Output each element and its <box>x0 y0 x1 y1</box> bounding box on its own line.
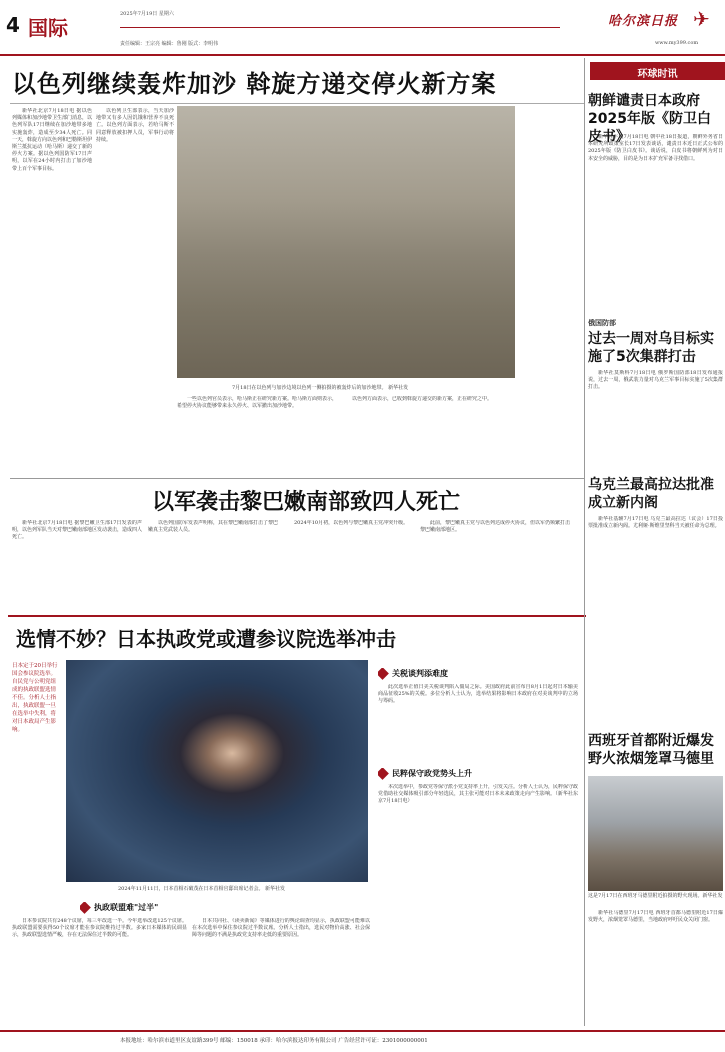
article3-sub1-text2 <box>192 918 370 1026</box>
article1-text: 以色列方面表示，已收到斡旋方递交的新方案，正在研究之中。 <box>352 396 493 402</box>
sidebar-item2-kicker: 俄国防部 <box>588 319 616 327</box>
article1-photo <box>177 106 515 378</box>
header-divider <box>0 54 725 56</box>
article1-headline: 以色列继续轰炸加沙 斡旋方递交停火新方案 <box>12 70 497 98</box>
article2-headline: 以军袭击黎巴嫩南部致四人死亡 <box>151 490 460 515</box>
section-title: 国际 <box>28 16 68 40</box>
article1-col1 <box>12 108 92 478</box>
issue-date: 2025年7月19日 星期六 <box>120 11 174 17</box>
sidebar-item1-headline: 朝鲜谴责日本政府2025年版《防卫白皮书》 <box>588 93 711 145</box>
website-url: www.my399.com <box>655 40 699 46</box>
article3-photo-caption: 2024年11月11日，日本首相石破茂在日本首相官邸出席记者会。 新华社发 <box>118 886 286 892</box>
sidebar-header: 环球时讯 <box>637 69 678 80</box>
subhead-text: 民粹保守政党势头上升 <box>392 769 472 778</box>
diamond-icon <box>378 768 389 780</box>
logo-mark-icon: ✈ <box>693 7 710 31</box>
article3-intro: 日本定于20日举行国会参议院选举。自民党与公明党组成的执政联盟选情不佳。分析人士指出，执政联盟一旦在选举中失利，将对日本政局产生影响。 <box>12 663 58 733</box>
article1-text: 新华社北京7月18日电 据以色列媒体和加沙地带卫生部门消息，以色列军队17日继续在加沙地带多地实施轰炸，造成至少34人死亡。同一天，斡旋方向以色列和巴勒斯坦伊斯兰抵抗运动（哈马斯）递交了新的停火方案。据以色列国防军17日声明，以军在24小时内打击了加沙地带上百个军事目标。 <box>12 108 92 172</box>
sidebar-item2-body <box>588 370 723 465</box>
article3-sub2-text <box>378 684 578 759</box>
article1-text: 以色列卫生部表示，当天加沙地带又有多人因饥饿和营养不良死亡。以色列方面表示，若哈马斯不同意释放被扣押人员，军事行动将持续。 <box>96 108 174 143</box>
article1-photo-caption: 7月18日在以色列与加沙边境以色列一侧拍摄的被轰炸后的加沙地带。 新华社发 <box>232 385 409 391</box>
article2-col4 <box>420 520 570 610</box>
article2-col1 <box>12 520 142 610</box>
article2-text: 2024年10月初，以色列与黎巴嫩真主党冲突升级。 <box>294 520 409 526</box>
article3-text: 日本共同社、《读卖新闻》等媒体进行的舆论调查均显示，执政联盟可能难以在本次选举中保住参议院过半数议席。分析人士指出，选民对物价高涨、社会保障等问题的不满是执政党支持率走低的重要原因。 <box>192 918 370 939</box>
sidebar-item2-headline: 过去一周对乌目标实施了5次集群打击 <box>588 331 714 365</box>
article3-sub1-text <box>12 918 187 1026</box>
newspaper-logo: 哈尔滨日报 <box>608 14 679 29</box>
article1-col4 <box>342 396 512 476</box>
sidebar-item1-body <box>588 134 723 309</box>
footer-text: 本报地址：哈尔滨市道里区友谊路399号 邮编：150018 承印：哈尔滨报达印务有限公司 广告经营许可证：2301000000001 <box>120 1038 428 1044</box>
article3-rule <box>8 615 586 617</box>
article3-text: 日本参议院共有248个议席，每三年改选一半。今年选举改选125个议席。执政联盟需要获得50个议席才能在参议院维持过半数。多家日本媒体的民调显示，执政联盟选情严峻，存在无法保住过半数的可能。 <box>12 918 187 939</box>
article1-text: 一些以色列官员表示，哈马斯正在研究新方案。哈马斯方面则表示，希望停火协议能够带来永久停火、以军撤出加沙地带。 <box>177 396 337 410</box>
article2-text: 以色列国防军发表声明称，其在黎巴嫩南部打击了黎巴嫩真主党武装人员。 <box>148 520 278 534</box>
diamond-icon <box>80 902 91 914</box>
page-number: 4 <box>6 13 20 37</box>
subhead-populism <box>378 768 578 781</box>
sidebar-item4-headline: 西班牙首都附近爆发野火浓烟笼罩马德里 <box>588 733 714 767</box>
sidebar-text: 新华社莫斯科7月18日电 俄罗斯国防部18日发布通报说，过去一周，俄武装力量对乌克兰军事目标实施了5次集群打击。 <box>588 370 723 391</box>
sidebar-text: 新华社基辅7月17日电 乌克兰最高拉达（议会）17日投票批准成立新内阁。尤利娅·斯维里坚科当天被任命为总理。 <box>588 516 723 530</box>
article2-text: 此前，黎巴嫩真主党与以色列达成停火协议，但以军仍频繁打击黎巴嫩南部地区。 <box>420 520 570 534</box>
article2-rule <box>10 478 585 479</box>
article2-col2 <box>148 520 278 610</box>
subhead-tariff <box>378 668 578 681</box>
sidebar-item3-headline: 乌克兰最高拉达批准成立新内阁 <box>588 477 714 511</box>
sidebar-item3-body <box>588 516 723 721</box>
article3-text: 本次选举中，参政党等保守派小党支持率上升，引发关注。分析人士认为，民粹保守政党借助社交媒体吸引部分年轻选民，其主张可能对日本未来政策走向产生影响。（新华社东京7月18日电） <box>378 784 578 805</box>
subhead-text: 执政联盟难"过半" <box>94 903 159 912</box>
sidebar-text: 新华社平壤7月18日电 朝中社18日报道，朝鲜外务省日本研究所政策室长17日发表谈话，谴责日本近日正式公布的2025年版《防卫白皮书》。谈话说，白皮书将朝鲜列为对日本安全的威胁，目的是为日本扩充军备寻找借口。 <box>588 134 723 162</box>
sidebar-text: 新华社马德里7月17日电 西班牙首都马德里附近17日爆发野火，浓烟笼罩马德里，当地政府呼吁民众关闭门窗。 <box>588 910 723 924</box>
article3-photo <box>66 660 368 882</box>
diamond-icon <box>378 668 389 680</box>
article3-text: 此次选举正值日美关税谈判陷入僵局之际。美国政府此前宣布自8月1日起对日本输美商品征收25%的关税。多位分析人士认为，选举结果将影响日本政府在对美谈判中的立场与筹码。 <box>378 684 578 705</box>
sidebar-item4-photo <box>588 776 723 891</box>
article2-text: 新华社北京7月18日电 据黎巴嫩卫生部17日发表的声明，以色列军队当天对黎巴嫩南部地区发动袭击，造成四人死亡。 <box>12 520 142 541</box>
article3-sub3-text <box>378 784 578 1024</box>
article2-col3 <box>284 520 414 610</box>
sidebar-item4-photo-caption: 这是7月17日在西班牙马德里附近拍摄的野火现场。新华社发 <box>588 893 723 899</box>
header-rule <box>120 27 560 28</box>
subhead-text: 关税谈判添难度 <box>392 669 448 678</box>
sidebar-divider <box>584 58 585 1026</box>
sidebar-item4-body <box>588 910 723 1025</box>
article3-headline: 选情不妙？日本执政党或遭参议院选举冲击 <box>16 627 396 651</box>
subhead-coalition <box>80 902 280 915</box>
article1-col2 <box>96 108 174 478</box>
article1-col3 <box>177 396 337 476</box>
editors-line: 责任编辑：王宗亮 编辑：鲁刚 版式：李明伟 <box>120 41 219 47</box>
